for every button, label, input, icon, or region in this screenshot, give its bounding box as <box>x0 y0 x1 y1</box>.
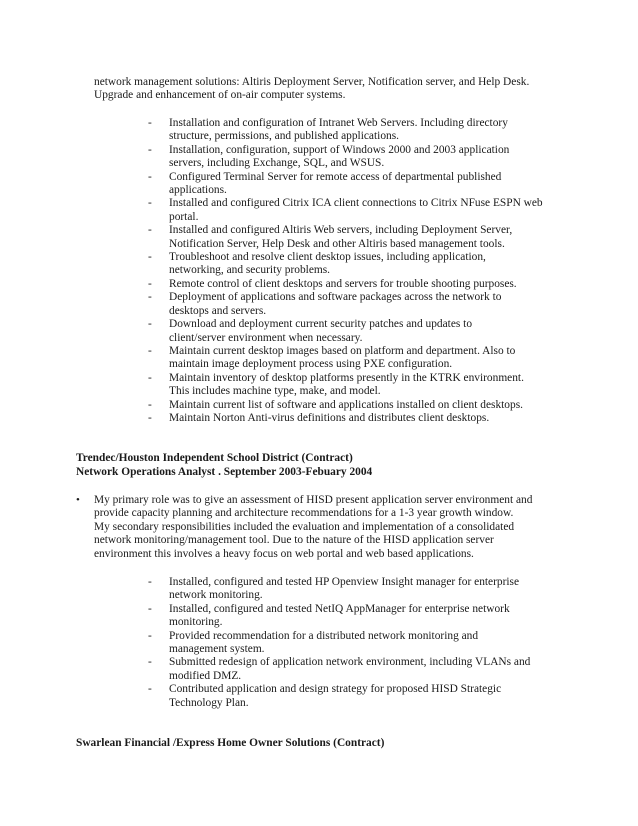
dash-bullet-icon: - <box>148 291 152 304</box>
summary-text <box>94 494 576 561</box>
duty-line: applications. <box>169 184 227 197</box>
duty-list-item <box>148 291 568 318</box>
summary-line: My secondary responsibilities included the evaluation and implementation of a consolidated <box>94 520 515 533</box>
duty-list-item <box>148 630 568 657</box>
duty-line: Deployment of applications and software packages across the network to <box>169 291 502 304</box>
duty-list-item <box>148 251 568 278</box>
company-heading-swarlean: Swarlean Financial /Express Home Owner Solutions (Contract) <box>76 737 385 749</box>
duty-line: Installation and configuration of Intranet Web Servers. Including directory <box>169 117 508 129</box>
duty-line: networking, and security problems. <box>169 264 331 277</box>
duty-line: Notification Server, Help Desk and other Altiris based management tools. <box>169 237 505 250</box>
dash-bullet-icon: - <box>148 683 152 696</box>
intro-line: network management solutions: Altiris Deployment Server, Notification server, and Help Desk. <box>94 76 530 88</box>
dash-bullet-icon: - <box>148 117 152 129</box>
duty-list-item <box>148 656 568 683</box>
duty-line: Maintain current list of software and applications installed on client desktops. <box>169 398 523 411</box>
duty-line: structure, permissions, and published applications. <box>169 130 399 143</box>
duties-list-ktrk <box>148 117 568 425</box>
dash-bullet-icon: - <box>148 143 152 156</box>
dash-bullet-icon: - <box>148 224 152 237</box>
dash-bullet-icon: - <box>148 197 152 210</box>
company-heading-trendec: Trendec/Houston Independent School District (Contract) <box>76 452 353 464</box>
dash-bullet-icon: - <box>148 344 152 357</box>
dash-bullet-icon: - <box>148 629 152 642</box>
duty-line: management system. <box>169 643 265 656</box>
dash-bullet-icon: - <box>148 371 152 384</box>
dash-bullet-icon: - <box>148 411 152 424</box>
duty-line: Maintain inventory of desktop platforms presently in the KTRK environment. <box>169 371 524 384</box>
summary-bullet <box>76 494 576 561</box>
duty-line: This includes machine type, make, and model. <box>169 385 381 398</box>
duty-list-item <box>148 197 568 224</box>
dash-bullet-icon: - <box>148 398 152 411</box>
duty-list-item <box>148 576 568 603</box>
duty-line: portal. <box>169 210 199 223</box>
duty-line: Maintain Norton Anti-virus definitions and distributes client desktops. <box>169 411 490 424</box>
dash-bullet-icon: - <box>148 656 152 669</box>
dash-bullet-icon: - <box>148 602 152 615</box>
duty-line: Submitted redesign of application network environment, including VLANs and <box>169 656 531 669</box>
duty-line: client/server environment when necessary. <box>169 331 363 344</box>
duty-line: Installed, configured and tested HP Openview Insight manager for enterprise <box>169 576 520 588</box>
summary-line: My primary role was to give an assessment of HISD present application server environment and <box>94 494 533 506</box>
duty-line: desktops and servers. <box>169 304 267 317</box>
duty-list-item <box>148 117 568 144</box>
dash-bullet-icon: - <box>148 251 152 264</box>
dash-bullet-icon: - <box>148 170 152 183</box>
duty-list-item <box>148 171 568 198</box>
duty-line: Installed, configured and tested NetIQ AppManager for enterprise network <box>169 602 510 615</box>
job-title-network-operations-analyst: Network Operations Analyst . September 2003-Febuary 2004 <box>76 466 373 478</box>
duty-list-item <box>148 683 568 710</box>
duty-list-item <box>148 345 568 372</box>
duty-list-item <box>148 372 568 399</box>
duty-list-item <box>148 412 568 425</box>
duty-line: Technology Plan. <box>169 696 249 709</box>
duty-line: maintain image deployment process using PXE configuration. <box>169 358 453 371</box>
summary-line: network monitoring/management tool. Due to the nature of the HISD application server <box>94 534 494 547</box>
duty-line: network monitoring. <box>169 589 263 602</box>
duty-line: Provided recommendation for a distributed network monitoring and <box>169 629 479 642</box>
duty-list-item <box>148 144 568 171</box>
duty-line: modified DMZ. <box>169 669 242 682</box>
duty-line: Installed and configured Altiris Web servers, including Deployment Server, <box>169 224 513 237</box>
duty-line: Configured Terminal Server for remote access of departmental published <box>169 170 502 183</box>
duty-line: servers, including Exchange, SQL, and WSUS. <box>169 157 385 170</box>
bullet-icon: • <box>76 494 80 506</box>
dash-bullet-icon: - <box>148 576 152 588</box>
duty-list-item <box>148 318 568 345</box>
duty-line: Installation, configuration, support of Windows 2000 and 2003 application <box>169 143 510 156</box>
intro-line: Upgrade and enhancement of on-air computer systems. <box>94 89 346 102</box>
dash-bullet-icon: - <box>148 277 152 290</box>
duty-list-item <box>148 603 568 630</box>
duty-list-item <box>148 278 568 291</box>
summary-line: environment this involves a heavy focus on web portal and web based applications. <box>94 547 474 560</box>
intro-paragraph <box>94 76 574 103</box>
duty-line: Maintain current desktop images based on platform and department. Also to <box>169 344 516 357</box>
duty-line: Installed and configured Citrix ICA client connections to Citrix NFuse ESPN web <box>169 197 543 210</box>
summary-line: provide capacity planning and architecture recommendations for a 1-3 year growth window. <box>94 507 514 520</box>
duty-line: Contributed application and design strategy for proposed HISD Strategic <box>169 683 502 696</box>
duties-list-hisd <box>148 576 568 710</box>
duty-line: Troubleshoot and resolve client desktop issues, including application, <box>169 251 486 264</box>
duty-line: Download and deployment current security patches and updates to <box>169 318 473 331</box>
duty-line: Remote control of client desktops and servers for trouble shooting purposes. <box>169 277 517 290</box>
duty-list-item <box>148 399 568 412</box>
duty-list-item <box>148 224 568 251</box>
dash-bullet-icon: - <box>148 318 152 331</box>
duty-line: monitoring. <box>169 616 223 629</box>
